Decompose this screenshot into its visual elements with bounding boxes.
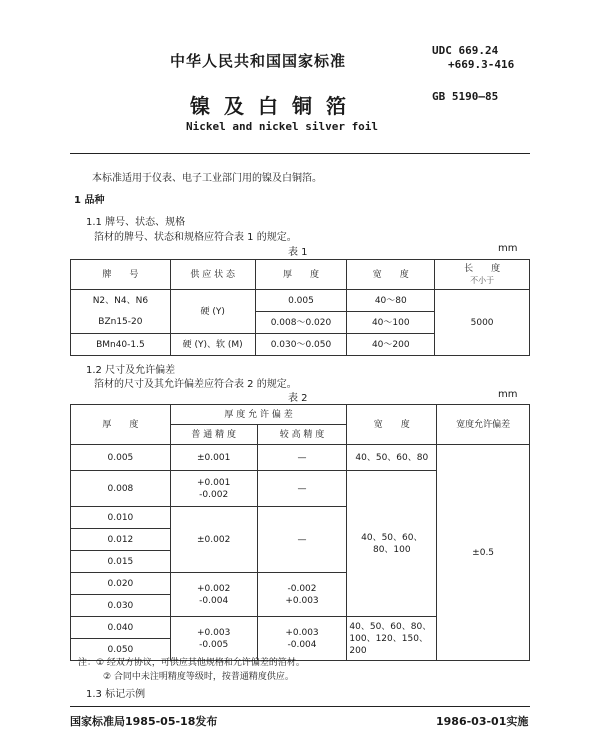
t2-high-5 — [257, 617, 347, 661]
t2-width-2b: 80、100 — [372, 544, 411, 555]
udc-line-1: UDC 669.24 — [432, 44, 499, 57]
t2-width-3 — [347, 617, 437, 661]
t2-high-1: — — [257, 445, 347, 471]
section-1-3-heading: 1.3 标记示例 — [86, 689, 146, 700]
note-2: ② 合同中未注明精度等级时，按普通精度供应。 — [103, 672, 294, 682]
t2-thk-0012: 0.012 — [71, 529, 171, 551]
t1-header-length-label: 长 度 — [464, 263, 501, 274]
footer-effective: 1986-03-01实施 — [436, 715, 529, 728]
t1-header-grade: 牌 号 — [71, 260, 171, 290]
t2-width-tol: ±0.5 — [437, 445, 530, 661]
t2-thk-0020: 0.020 — [71, 573, 171, 595]
t2-header-width: 宽 度 — [347, 405, 437, 445]
t1-thk-1: 0.005 — [255, 290, 347, 312]
t2-normal-2b: -0.002 — [199, 489, 229, 500]
t2-normal-5b: -0.005 — [199, 639, 229, 650]
table-2-unit: mm — [498, 389, 518, 400]
t1-grade-bzn: BZn15-20 — [71, 312, 171, 334]
t2-high-4a: -0.002 — [287, 583, 317, 594]
t2-header-normal: 普 通 精 度 — [170, 425, 257, 445]
table-1-unit: mm — [498, 243, 518, 254]
table-1-caption: 表 1 — [288, 247, 308, 258]
t2-thk-0030: 0.030 — [71, 595, 171, 617]
t1-grade-bmn: BMn40-1.5 — [71, 334, 171, 356]
t2-header-width-tolerance: 宽度允许偏差 — [437, 405, 530, 445]
t2-width-3b: 100、120、150、 — [349, 633, 428, 644]
t1-length: 5000 — [435, 290, 530, 356]
t1-state-hard: 硬 (Y) — [170, 290, 255, 334]
t1-header-length — [435, 260, 530, 290]
t2-width-3a: 40、50、60、80、 — [349, 621, 432, 632]
t2-normal-5a: +0.003 — [197, 627, 231, 638]
t2-high-4b: +0.003 — [285, 595, 319, 606]
t1-header-thickness: 厚 度 — [255, 260, 347, 290]
section-1-2-heading: 1.2 尺寸及允许偏差 — [86, 365, 176, 376]
t1-wid-1: 40～80 — [347, 290, 435, 312]
t2-high-5b: -0.004 — [287, 639, 317, 650]
t2-width-1: 40、50、60、80 — [347, 445, 437, 471]
t2-width-2a: 40、50、60、 — [361, 532, 423, 543]
t2-normal-1: ±0.001 — [170, 445, 257, 471]
t2-normal-3: ±0.002 — [170, 507, 257, 573]
t1-wid-3: 40～200 — [347, 334, 435, 356]
t2-thk-0005: 0.005 — [71, 445, 171, 471]
t1-grade-n: N2、N4、N6 — [71, 290, 171, 312]
header-divider — [70, 153, 530, 154]
t2-thk-0010: 0.010 — [71, 507, 171, 529]
t2-normal-4 — [170, 573, 257, 617]
intro-text: 本标准适用于仪表、电子工业部门用的镍及白铜箔。 — [92, 173, 322, 184]
t2-high-4 — [257, 573, 347, 617]
t2-normal-4a: +0.002 — [197, 583, 231, 594]
section-1-2-text: 箔材的尺寸及其允许偏差应符合表 2 的规定。 — [94, 379, 297, 390]
t2-thk-0040: 0.040 — [71, 617, 171, 639]
gb-number: GB 5190—85 — [432, 90, 499, 103]
section-1-heading: 1 品种 — [74, 195, 105, 206]
t2-header-thickness: 厚 度 — [71, 405, 171, 445]
t2-normal-2 — [170, 471, 257, 507]
t2-thk-0015: 0.015 — [71, 551, 171, 573]
t2-header-tolerance: 厚 度 允 许 偏 差 — [170, 405, 347, 425]
t1-state-hard-soft: 硬 (Y)、软 (M) — [170, 334, 255, 356]
t1-header-width: 宽 度 — [347, 260, 435, 290]
section-1-1-text: 箔材的牌号、状态和规格应符合表 1 的规定。 — [94, 232, 297, 243]
t2-thk-0050: 0.050 — [71, 639, 171, 661]
udc-line-2: +669.3-416 — [448, 58, 515, 71]
t1-thk-3: 0.030～0.050 — [255, 334, 347, 356]
standard-header-title: 中华人民共和国国家标准 — [170, 52, 347, 70]
t2-high-3: — — [257, 507, 347, 573]
footer-divider — [70, 706, 530, 707]
note-1: 注：① 经双方协议，可供应其他规格和允许偏差的箔材。 — [78, 658, 305, 668]
t1-header-length-min: 不小于 — [470, 275, 495, 285]
udc-code — [432, 44, 514, 72]
t2-thk-0008: 0.008 — [71, 471, 171, 507]
t2-header-high: 较 高 精 度 — [257, 425, 347, 445]
t1-header-state: 供 应 状 态 — [170, 260, 255, 290]
section-1-1-heading: 1.1 牌号、状态、规格 — [86, 217, 186, 228]
t1-thk-2: 0.008～0.020 — [255, 312, 347, 334]
table-2-caption: 表 2 — [288, 393, 308, 404]
t2-normal-5 — [170, 617, 257, 661]
t2-high-2: — — [257, 471, 347, 507]
table-2 — [70, 404, 530, 661]
document-title: 镍及白铜箔 — [190, 94, 360, 118]
english-title: Nickel and nickel silver foil — [186, 120, 379, 133]
t2-width-2 — [347, 471, 437, 617]
footer-issued: 国家标准局1985-05-18发布 — [70, 715, 218, 728]
t2-high-5a: +0.003 — [285, 627, 319, 638]
t1-wid-2: 40～100 — [347, 312, 435, 334]
table-1 — [70, 259, 530, 356]
t2-width-3c: 200 — [349, 645, 367, 656]
t2-normal-2a: +0.001 — [197, 477, 231, 488]
t2-normal-4b: -0.004 — [199, 595, 229, 606]
